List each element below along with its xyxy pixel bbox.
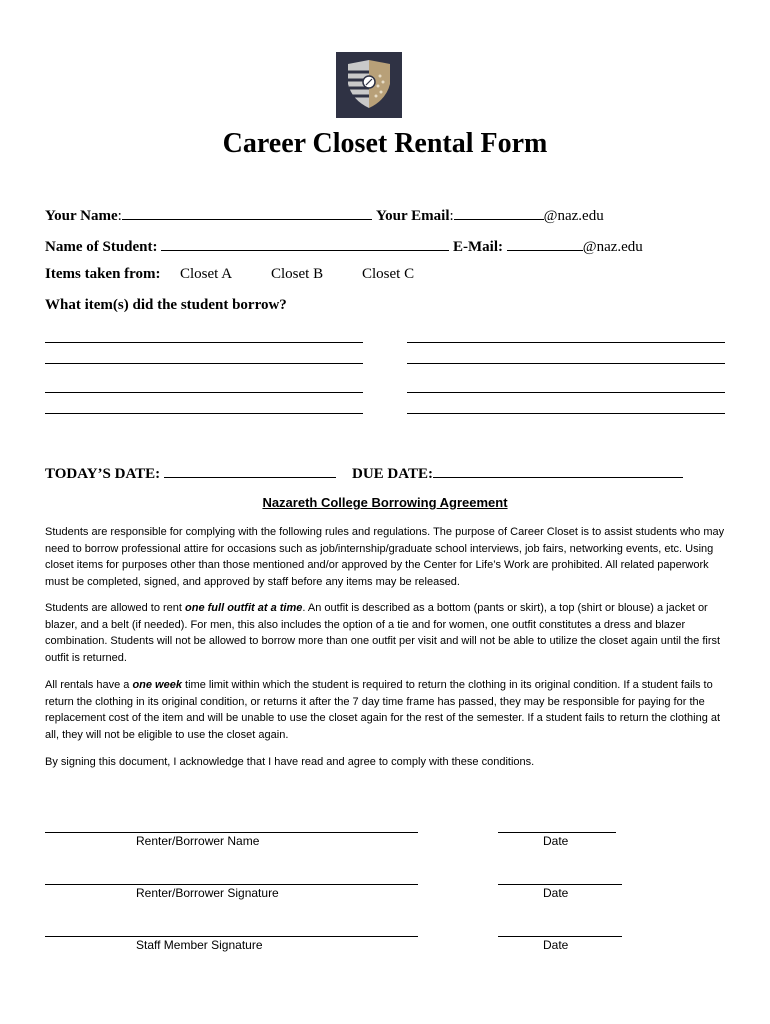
due-date-label: DUE DATE: [352,466,433,482]
date-label: Date [543,938,569,952]
your-name-row: Your Name: [45,205,372,225]
your-email-row: Your Email: @naz.edu [376,205,604,225]
page-title: Career Closet Rental Form [222,128,548,159]
renter-signature-line[interactable] [45,884,418,885]
item-line[interactable] [45,413,363,414]
closet-a-option[interactable]: Closet A [180,266,233,282]
closet-c-option[interactable]: Closet C [362,266,415,282]
your-email-label: Your Email [376,208,450,224]
todays-date-field[interactable] [164,463,336,478]
student-email-label: E-Mail: [453,239,507,255]
agreement-paragraph-4: By signing this document, I acknowledge that I have read and agree to comply with these conditions. [45,756,535,768]
todays-date-label: TODAY’S DATE: [45,466,161,482]
agreement-paragraph-2: Students are allowed to rent one full outfit at a time. An outfit is described as a bottom (pants or skirt), a top (shirt or blouse) a jacket or blazer, and a belt (if needed). For men, this also includes the option of a tie and for women, one outfit constitutes a dress and blazer combination. Students will not be allowed to borrow more than one outfit per visit and will not be able to utilize the closet again until the first outfit is returned. [45,602,721,664]
student-name-label: Name of Student: [45,239,162,255]
item-line[interactable] [407,392,725,393]
date-line[interactable] [498,884,622,885]
item-line[interactable] [45,392,363,393]
todays-date-row [45,463,336,483]
item-line[interactable] [407,363,725,364]
your-name-field[interactable] [122,205,372,220]
agreement-title: Nazareth College Borrowing Agreement [262,495,508,510]
staff-signature-label: Staff Member Signature [136,938,263,952]
agreement-paragraph-3: All rentals have a one week time limit within which the student is required to return the clothing in its original condition. If a student fails to return the clothing in its original condition, or returns it after the 7 day time frame has passed, they may be responsible for paying for the replacement cost of the item and will be unable to use the closet again for the rest of the semester. If a student fails to return the clothing at all, they will not be eligible to use the closet again. [45,679,721,741]
date-label: Date [543,886,569,900]
renter-name-line[interactable] [45,832,418,833]
due-date-row [352,463,683,483]
student-name-field[interactable] [161,236,449,251]
items-borrowed-question: What item(s) did the student borrow? [45,297,287,313]
renter-signature-label: Renter/Borrower Signature [136,886,279,900]
emphasis-outfit: one full outfit at a time [185,602,303,614]
student-email-row [453,236,643,256]
date-label: Date [543,834,569,848]
student-email-domain: @naz.edu [582,239,643,255]
your-name-label: Your Name [45,208,118,224]
emphasis-week: one week [132,679,182,691]
due-date-field[interactable] [433,463,683,478]
item-line[interactable] [407,342,725,343]
item-line[interactable] [45,342,363,343]
staff-signature-line[interactable] [45,936,418,937]
student-name-row [45,236,449,256]
agreement-paragraph-1: Students are responsible for complying with the following rules and regulations. The purpose of Career Closet is to assist students who may need to borrow professional attire for occasions such as job/internship/graduate school interviews, job fairs, networking events, etc. Using closet items for purposes other than those mentioned and/or approved by the Center for Life’s Work are prohibited. All related paperwork must be completed, signed, and approved by staff before any items may be released. [45,526,725,588]
student-email-field[interactable] [507,236,583,251]
item-line[interactable] [407,413,725,414]
your-email-field[interactable] [454,205,544,220]
renter-name-label: Renter/Borrower Name [136,834,260,848]
closet-b-option[interactable]: Closet B [271,266,324,282]
item-line[interactable] [45,363,363,364]
shield-crest-icon [336,52,402,118]
email-domain: @naz.edu [543,208,604,224]
items-taken-label: Items taken from: [45,266,161,282]
date-line[interactable] [498,832,616,833]
date-line[interactable] [498,936,622,937]
